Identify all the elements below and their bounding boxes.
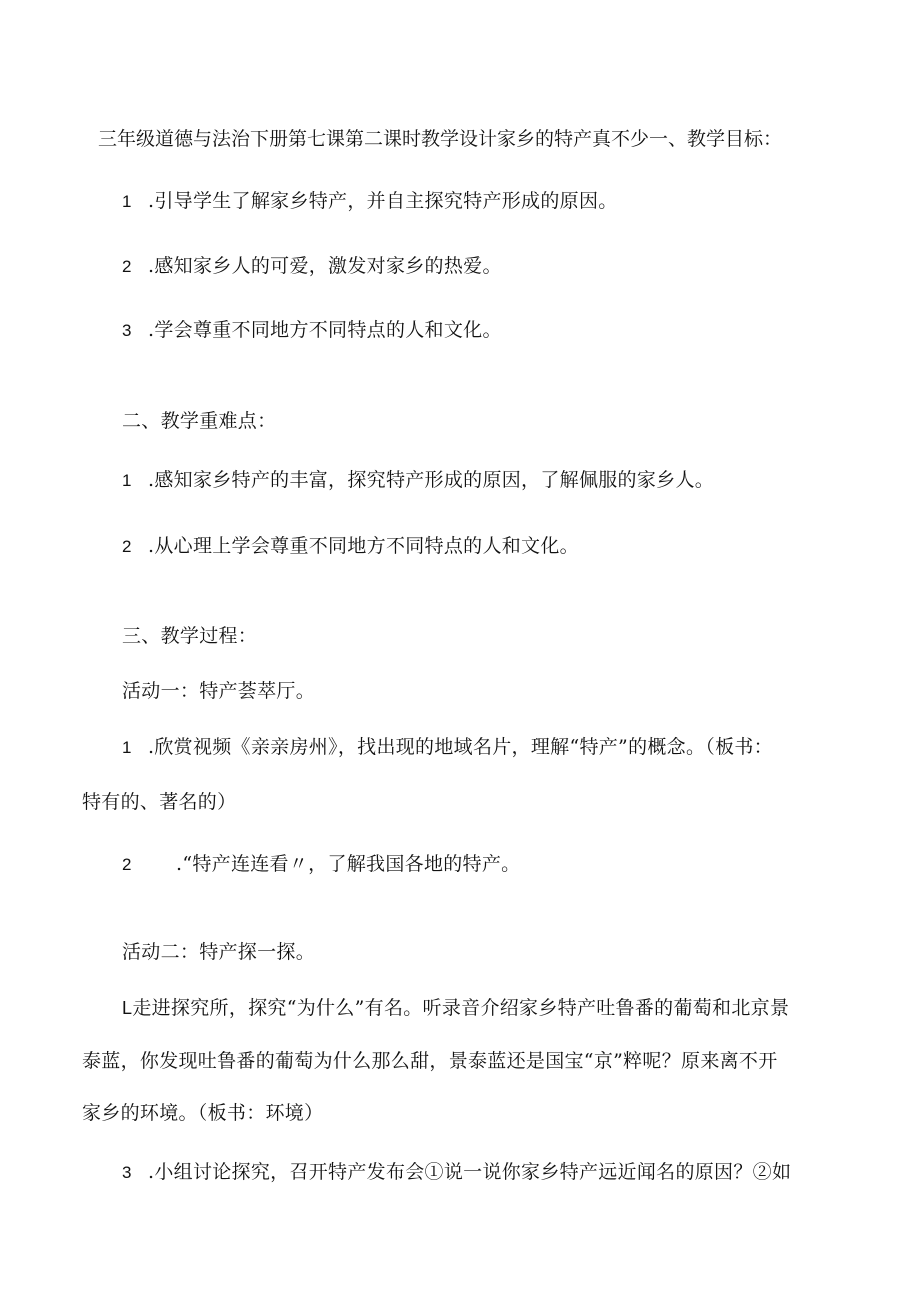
activity-2-item-1-line-3: 家乡的环境。（板书：环境） — [82, 1102, 324, 1124]
activity-1-heading: 活动一：特产荟萃厅。 — [122, 680, 316, 702]
activity-2-item-1-line-2: 泰蓝，你发现吐鲁番的葡萄为什么那么甜，景泰蓝还是国宝“京”粹呢？原来离不开 — [82, 1050, 778, 1072]
goal-item-2: 2 .感知家乡人的可爱，激发对家乡的热爱。 — [122, 255, 502, 277]
document-title: 三年级道德与法治下册第七课第二课时教学设计家乡的特产真不少一、教学目标： — [98, 128, 783, 150]
activity-1-item-1-line-1: 1 .欣赏视频《亲亲房州》，找出现的地域名片，理解“特产”的概念。（板书： — [122, 736, 773, 758]
key-point-2: 2 .从心理上学会尊重不同地方不同特点的人和文化。 — [122, 535, 579, 557]
activity-2-item-3: 3 .小组讨论探究，召开特产发布会①说一说你家乡特产远近闻名的原因？②如 — [122, 1161, 792, 1183]
activity-2-item-1-line-1: L走进探究所，探究“为什么”有名。听录音介绍家乡特产吐鲁番的葡萄和北京景 — [122, 997, 790, 1019]
goal-item-3: 3 .学会尊重不同地方不同特点的人和文化。 — [122, 319, 502, 341]
key-point-1: 1 .感知家乡特产的丰富，探究特产形成的原因，了解佩服的家乡人。 — [122, 469, 715, 491]
section-3-heading: 三、教学过程： — [122, 625, 258, 647]
activity-1-item-2: 2 .“特产连连看〃，了解我国各地的特产。 — [122, 853, 521, 875]
activity-2-heading: 活动二：特产探一探。 — [122, 941, 316, 963]
activity-1-item-1-line-2: 特有的、著名的） — [82, 791, 237, 813]
goal-item-1: 1 .引导学生了解家乡特产，并自主探究特产形成的原因。 — [122, 190, 618, 212]
section-2-heading: 二、教学重难点： — [122, 410, 277, 432]
